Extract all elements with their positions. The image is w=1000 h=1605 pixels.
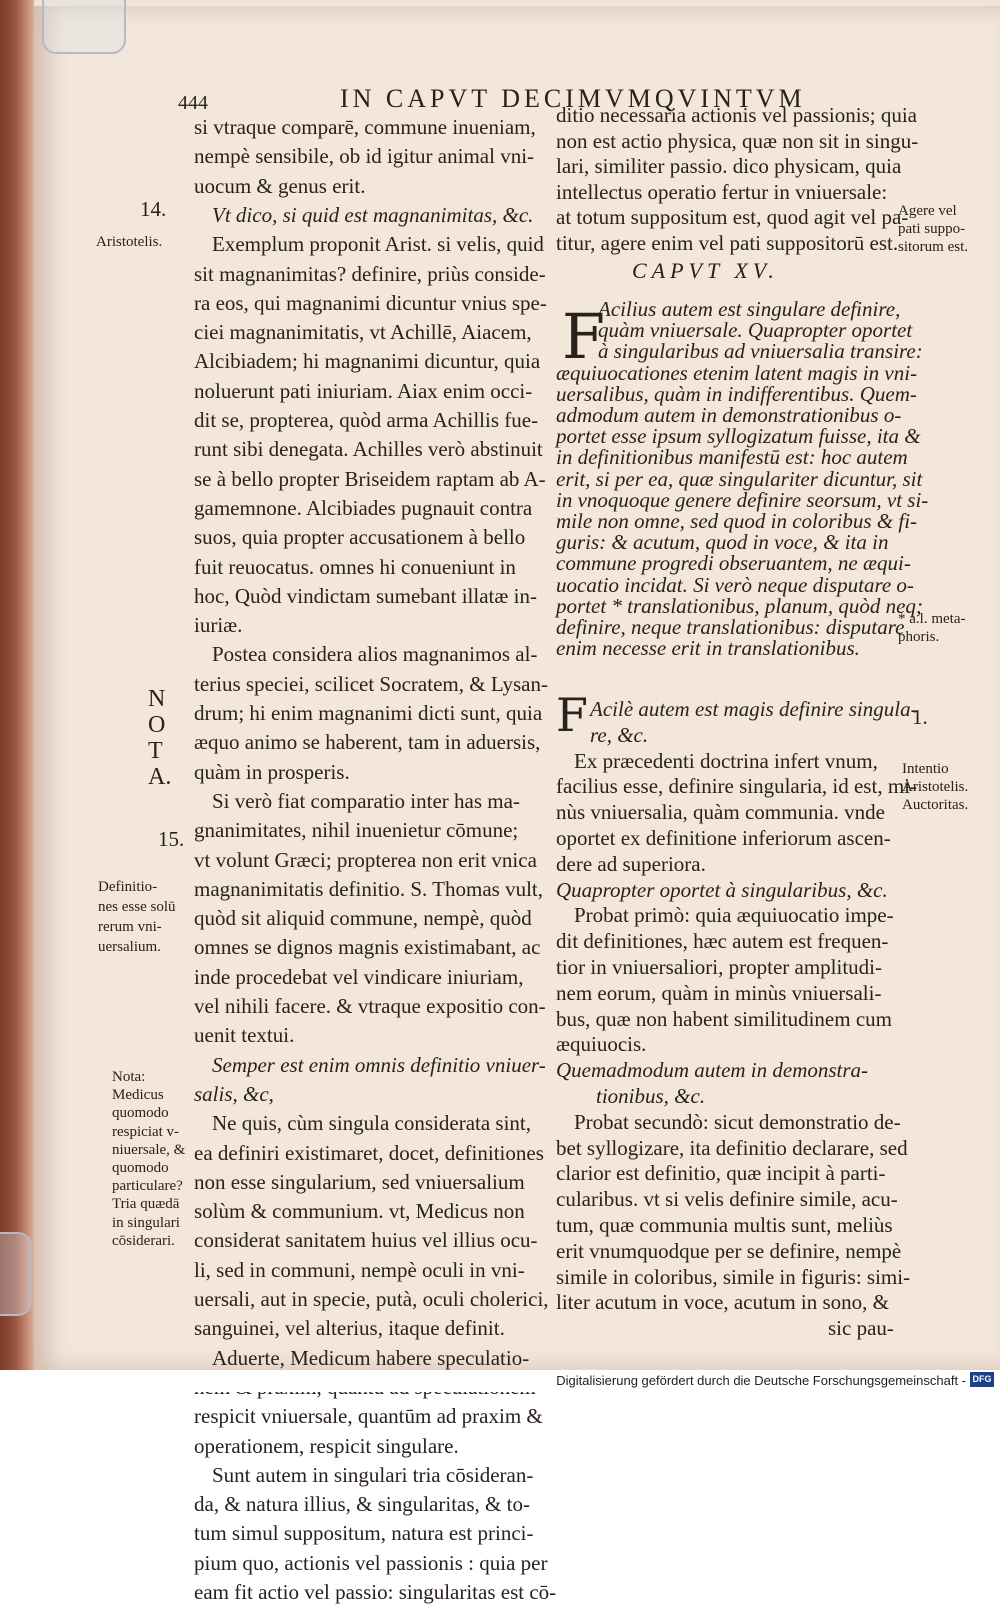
margin-note: phoris.: [898, 629, 940, 645]
text-line: nempè sensibile, ob id igitur animal vni-: [194, 144, 535, 169]
text-line: in definitionibus manifestū est: hoc autem: [556, 445, 908, 470]
text-line: dit definitiones, hæc autem est frequen-: [556, 929, 889, 954]
margin-note: nes esse solū: [98, 899, 176, 915]
text-line: tior in vniuersaliori, propter amplitudi-: [556, 955, 883, 979]
text-line: drum; hi enim magnanimi dicti sunt, quia: [194, 701, 543, 725]
margin-note: Aristotelis.: [902, 779, 969, 795]
text-line: tionibus, &c.: [596, 1084, 706, 1108]
text-line: uersalibus, quàm in indifferentibus. Quem-: [556, 381, 917, 406]
text-line: guris: & acutum, quod in voce, & ita in: [556, 530, 889, 555]
book-binding: [0, 0, 34, 1370]
text-line: suos, quia propter accusationem à bello: [194, 525, 526, 550]
text-line: erit, si per ea, quæ singulariter dicuntur, sit: [556, 466, 923, 491]
text-line: quàm vniuersale. Quapropter oportet: [598, 318, 913, 343]
text-line: ciei magnanimitatis, vt Achillē, Aiacem,: [194, 320, 532, 345]
text-line: iuriæ.: [194, 613, 243, 638]
text-line: se à bello propter Briseidem raptam ab A-: [194, 466, 546, 491]
glass-reflection: [42, 0, 126, 54]
margin-note: rerum vni-: [98, 919, 162, 935]
text-line: gnanimitates, nihil inuenietur cōmune;: [194, 818, 519, 843]
drop-cap: F: [562, 300, 606, 373]
text-line: eam fit actio vel passio: singularitas est cō-: [194, 1580, 557, 1604]
footer-bar: [0, 1370, 1000, 1392]
text-line: clarior est definitio, quæ incipit à parti-: [556, 1161, 886, 1186]
text-line: terius speciei, scilicet Socratem, & Lysan-: [194, 671, 548, 696]
text-line: erit vnumquodque per se definire, nempè: [556, 1238, 902, 1263]
text-line: Ex præcedenti doctrina infert vnum,: [574, 748, 878, 773]
text-line: non est actio physica, quæ non sit in singu-: [556, 128, 919, 153]
text-line: dit se, propterea, quòd arma Achillis fue-: [194, 408, 539, 432]
text-line: considerat sanitatem huius vel illius ocu-: [194, 1228, 538, 1253]
text-line: bus, quæ non habent similitudinem cum: [556, 1006, 892, 1031]
text-line: Si verò fiat comparatio inter has ma-: [212, 788, 520, 813]
margin-note: quomodo: [112, 1105, 169, 1122]
text-line: Sunt autem in singulari tria cōsideran-: [212, 1462, 534, 1487]
text-line: definire, neque translationibus: disputare: [556, 615, 905, 639]
text-line: da, & natura illius, & singularitas, & to-: [194, 1492, 530, 1517]
margin-note: in singulari: [112, 1214, 180, 1231]
nota-letter: N: [148, 686, 166, 712]
text-line: dere ad superiora.: [556, 851, 706, 876]
nota-letter: O: [148, 712, 166, 738]
text-line: pium quo, actionis vel passionis : quia per: [194, 1550, 548, 1575]
text-line: Ne quis, cùm singula considerata sint,: [212, 1111, 532, 1136]
text-line: noluerunt pati iniuriam. Aiax enim occi-: [194, 378, 533, 403]
drop-cap: F: [556, 688, 588, 742]
text-line: si vtraque comparē, commune inueniam,: [194, 115, 536, 139]
margin-note: Aristotelis.: [96, 234, 163, 250]
margin-note: Nota:: [112, 1069, 146, 1085]
margin-note: * a.l. meta-: [898, 611, 966, 627]
text-line: respicit vniuersale, quantūm ad praxim &: [194, 1404, 543, 1429]
text-line: Semper est enim omnis definitio vniuer-: [212, 1052, 546, 1077]
text-line: Quemadmodum autem in demonstra-: [556, 1058, 869, 1083]
margin-note: particulare?: [112, 1178, 183, 1195]
text-line: liter acutum in voce, acutum in sono, &: [556, 1290, 890, 1315]
text-line: salis, &c,: [194, 1081, 274, 1106]
margin-note: pati suppo-: [898, 221, 966, 237]
text-line: li, sed in communi, nempè oculi in vni-: [194, 1257, 525, 1282]
text-line: nem eorum, quàm in minùs vniuersali-: [556, 980, 882, 1005]
text-line: ra eos, qui magnanimi dicuntur vnius spe-: [194, 290, 547, 315]
text-line: non esse singularium, sed vniuersalium: [194, 1169, 525, 1194]
text-line: bet syllogizare, ita definitio declarare, sed: [556, 1135, 908, 1160]
text-line: enim necesse erit in translationibus.: [556, 636, 860, 661]
text-line: oportet ex definitione inferiorum ascen-: [556, 826, 891, 850]
margin-note: Intentio: [902, 761, 949, 777]
text-line: nùs vniuersalia, quàm communia. vnde: [556, 800, 885, 825]
text-line: cularibus. vt si velis definire simile, acu-: [556, 1187, 898, 1212]
text-line: intellectus operatio fertur in vniuersale:: [556, 179, 888, 204]
margin-note: Auctoritas.: [902, 797, 969, 813]
text-line: ditio necessaria actionis vel passionis; quia: [556, 103, 917, 127]
margin-number: 14.: [140, 197, 167, 221]
text-line: operationem, respicit singulare.: [194, 1433, 459, 1458]
text-line: tum simul suppositum, natura est princi-: [194, 1521, 534, 1546]
text-line: facilius esse, definire singularia, id est, mi-: [556, 774, 917, 799]
text-line: simile in coloribus, simile in figuris: simi-: [556, 1264, 911, 1289]
text-line: Aduerte, Medicum habere speculatio-: [212, 1345, 530, 1370]
page-number: 444: [178, 92, 208, 114]
text-line: commune progredi obseruantem, ne æqui-: [556, 551, 911, 576]
text-line: Vt dico, si quid est magnanimitas, &c.: [212, 202, 534, 227]
margin-note: Medicus: [112, 1087, 164, 1104]
text-line: admodum autem in demonstrationibus o-: [556, 403, 902, 427]
text-line: quàm in prosperis.: [194, 759, 350, 784]
chapter-title: CAPVT XV.: [632, 258, 779, 283]
glass-reflection: [0, 1232, 32, 1316]
text-line: æquo animo se haberent, tam in aduersis,: [194, 730, 541, 755]
text-line: Exemplum proponit Arist. si velis, quid: [212, 232, 544, 257]
text-line: vt volunt Græci; propterea non erit vnica: [194, 847, 537, 872]
text-line: portet esse ipsum syllogizatum fuisse, ita &: [556, 424, 921, 449]
margin-number: 15.: [158, 827, 185, 851]
text-line: titur, agere enim vel pati suppositorū est.: [556, 230, 899, 255]
text-line: re, &c.: [590, 722, 649, 747]
margin-note: Tria quædā: [112, 1196, 180, 1213]
text-line: Quapropter oportet à singularibus, &c.: [556, 877, 888, 902]
nota-letter: T: [148, 738, 163, 764]
margin-note: Definitio-: [98, 879, 158, 895]
dfg-logo: DFG: [970, 1372, 994, 1387]
text-line: sit magnanimitas? definire, priùs conside-: [194, 261, 546, 286]
text-line: in vnoquoque genere definire seorsum, vt si-: [556, 487, 929, 512]
text-line: Postea considera alios magnanimos al-: [212, 642, 538, 667]
text-line: uocum & genus erit.: [194, 173, 366, 198]
nota-letter: A.: [148, 764, 172, 790]
text-line: Acilè autem est magis definire singula-: [590, 697, 918, 721]
text-line: lari, similiter passio. dico physicam, quia: [556, 154, 902, 178]
margin-number: 1.: [912, 705, 928, 729]
text-line: fuit reuocatus. omnes hi conueniunt in: [194, 554, 516, 579]
text-line: vel nihili facere. & vtraque expositio con-: [194, 994, 546, 1018]
text-line: Probat primò: quia æquiuocatio impe-: [574, 903, 894, 928]
text-line: Probat secundò: sicut demonstratio de-: [574, 1109, 901, 1134]
footer-text: Digitalisierung gefördert durch die Deutsche Forschungsgemeinschaft -: [556, 1373, 966, 1388]
text-line: tum, quæ communia multis sunt, meliùs: [556, 1213, 893, 1237]
text-line: à singularibus ad vniuersalia transire:: [598, 339, 923, 364]
text-line: magnanimitatis definitio. S. Thomas vult,: [194, 876, 544, 901]
margin-note: respiciat v-: [112, 1123, 180, 1140]
margin-note: uersalium.: [98, 939, 161, 955]
text-line: runt sibi denegata. Achilles verò abstinuit: [194, 437, 543, 462]
text-line: gamemnone. Alcibiades pugnauit contra: [194, 495, 533, 520]
text-line: Alcibiadem; hi magnanimi dicuntur, quia: [194, 349, 541, 374]
text-line: mile non omne, sed quod in coloribus & fi-: [556, 509, 918, 533]
text-line: quòd sit aliquid commune, nempè, quòd: [194, 906, 532, 931]
text-line: sanguinei, vel alterius, itaque definit.: [194, 1316, 505, 1341]
margin-note: Agere vel: [898, 203, 957, 219]
text-line: Acilius autem est singulare definire,: [598, 297, 901, 321]
text-line: omnes se dignos magnis existimabant, ac: [194, 935, 541, 960]
text-line: æquiuocationes etenim latent magis in vni-: [556, 360, 918, 385]
margin-note: quomodo: [112, 1160, 169, 1176]
text-line: æquiuocis.: [556, 1032, 647, 1057]
text-line: at totum suppositum est, quod agit vel pa-: [556, 205, 909, 229]
text-line: hoc, Quòd vindictam sumebant illatæ in-: [194, 583, 537, 608]
page-header: IN CAPVT DECIMVMQVINTVM: [340, 84, 806, 113]
margin-note: sitorum est.: [898, 239, 968, 255]
text-line: uersali, aut in specie, putà, oculi cholerici,: [194, 1287, 549, 1311]
margin-note: niuersale, &: [112, 1141, 186, 1158]
text-line: ea definiri existimaret, docet, definitiones: [194, 1140, 544, 1165]
text-line: sic pau-: [828, 1316, 894, 1341]
text-line: inde procedebat vel vindicare iniuriam,: [194, 964, 524, 989]
text-line: solùm & communium. vt, Medicus non: [194, 1199, 525, 1224]
text-line: portet * translationibus, planum, quòd neq;: [556, 593, 923, 618]
margin-note: cōsiderari.: [112, 1232, 175, 1249]
text-line: uocatio incidat. Si verò neque disputare o-: [556, 572, 914, 597]
text-line: uenit textui.: [194, 1023, 295, 1048]
